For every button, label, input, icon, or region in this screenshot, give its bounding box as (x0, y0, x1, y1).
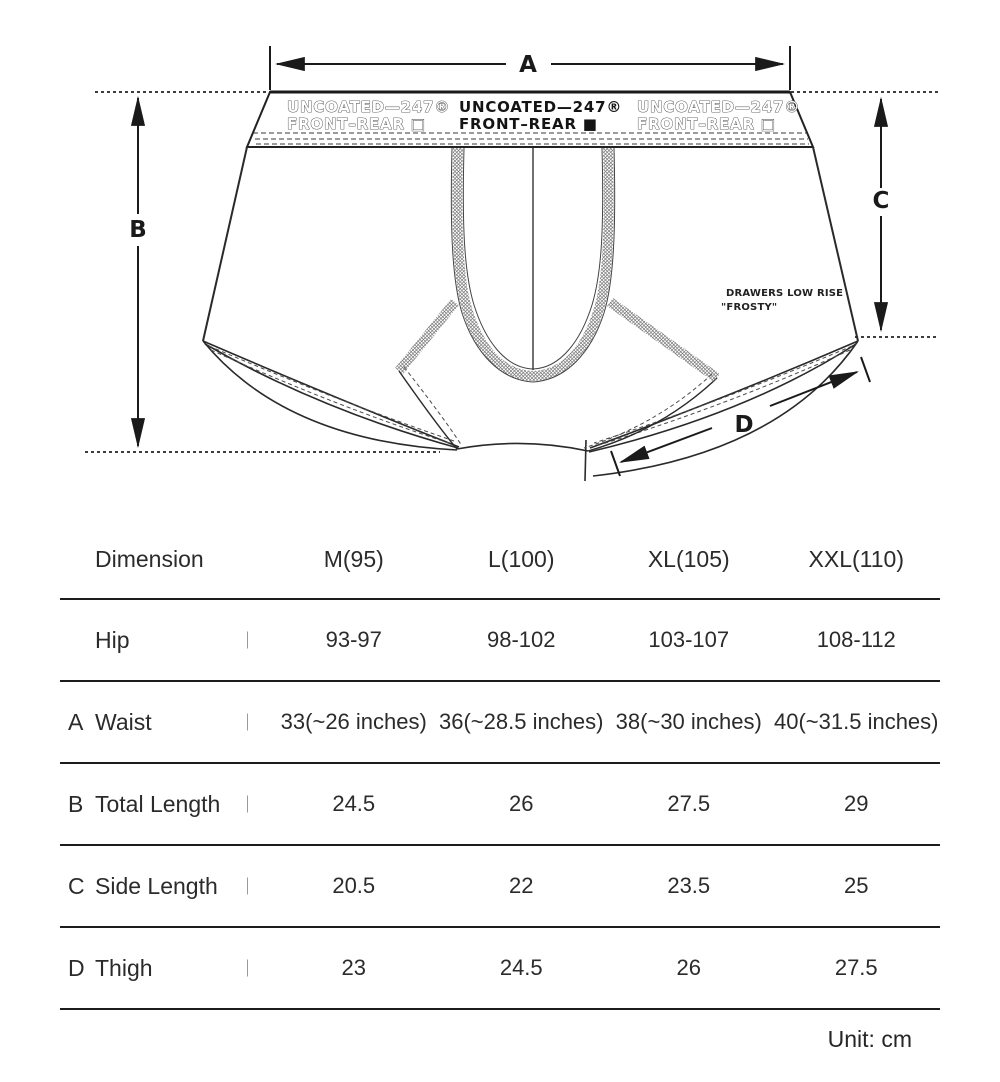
cell-value: 26 (676, 955, 701, 980)
header-size-l: L(100) (488, 545, 555, 572)
cell-value: 36(~28.5 inches) (439, 709, 604, 734)
table-row-thigh (60, 928, 940, 1010)
brand-text-center-2: FRONT–REAR ■ (459, 115, 598, 133)
cell-value: 29 (844, 791, 869, 816)
header-size-xl: XL(105) (647, 545, 730, 572)
row-letter: B (68, 790, 84, 817)
waistband (247, 92, 813, 147)
dimension-b-label: B (129, 217, 147, 243)
row-name: Thigh (95, 954, 153, 981)
cell-value: 40(~31.5 inches) (774, 709, 939, 734)
row-letter: A (68, 708, 84, 735)
header-dimension-label: Dimension (95, 545, 204, 572)
cell-value: 27.5 (834, 955, 878, 980)
brand-text-right-1: UNCOATED—247® (637, 98, 801, 116)
cell-value: 38(~30 inches) (615, 709, 762, 734)
cell-value: 103-107 (648, 627, 730, 652)
size-table-header (60, 520, 940, 600)
unit-label: Unit: cm (827, 1026, 912, 1052)
product-label-line2: "FROSTY" (721, 302, 778, 313)
cell-value: 98-102 (486, 627, 556, 652)
garment-measurement-diagram (0, 0, 1000, 520)
header-dimension (60, 546, 270, 573)
separator-bar (247, 632, 248, 649)
pouch-side-band-left (399, 302, 455, 371)
cell-value: 20.5 (332, 873, 376, 898)
cell-value: 24.5 (499, 955, 543, 980)
cell-value: 27.5 (667, 791, 711, 816)
dimension-a-label: A (519, 52, 537, 78)
cell-value: 26 (509, 791, 534, 816)
product-label-line1: DRAWERS LOW RISE (726, 288, 844, 299)
cell-value: 22 (509, 873, 534, 898)
table-row-total-length (60, 764, 940, 846)
separator-bar (247, 714, 248, 731)
separator-bar (247, 960, 248, 977)
cell-value: 23 (341, 955, 366, 980)
row-letter: D (68, 954, 85, 981)
cell-value: 33(~26 inches) (280, 709, 427, 734)
row-name: Side Length (95, 872, 218, 899)
brand-text-left-2: FRONT–REAR □ (287, 115, 426, 133)
size-table (60, 520, 940, 1053)
crotch-curve (457, 443, 588, 451)
brand-text-center-1: UNCOATED—247® (459, 98, 623, 116)
pouch-side-band-right (610, 302, 717, 378)
table-row-hip (60, 600, 940, 682)
header-size-xxl: XXL(110) (808, 545, 904, 572)
front-pouch (399, 148, 717, 382)
table-row-side-length (60, 846, 940, 928)
separator-bar (247, 796, 248, 813)
cell-value: 108-112 (816, 627, 896, 652)
table-row-waist (60, 682, 940, 764)
header-size-m: M(95) (323, 545, 384, 572)
brand-text-left-1: UNCOATED—247® (287, 98, 451, 116)
cell-value: 23.5 (667, 873, 711, 898)
cell-value: 25 (844, 873, 869, 898)
dimension-c-label: C (872, 188, 890, 214)
brand-text-right-2: FRONT–REAR □ (637, 115, 776, 133)
separator-bar (247, 878, 248, 895)
cell-value: 93-97 (325, 627, 382, 652)
cell-value: 24.5 (332, 791, 376, 816)
row-name: Total Length (95, 790, 221, 817)
row-letter: C (68, 872, 85, 899)
dimension-d-label: D (734, 412, 754, 438)
row-name: Hip (95, 626, 130, 653)
row-name: Waist (95, 708, 152, 735)
